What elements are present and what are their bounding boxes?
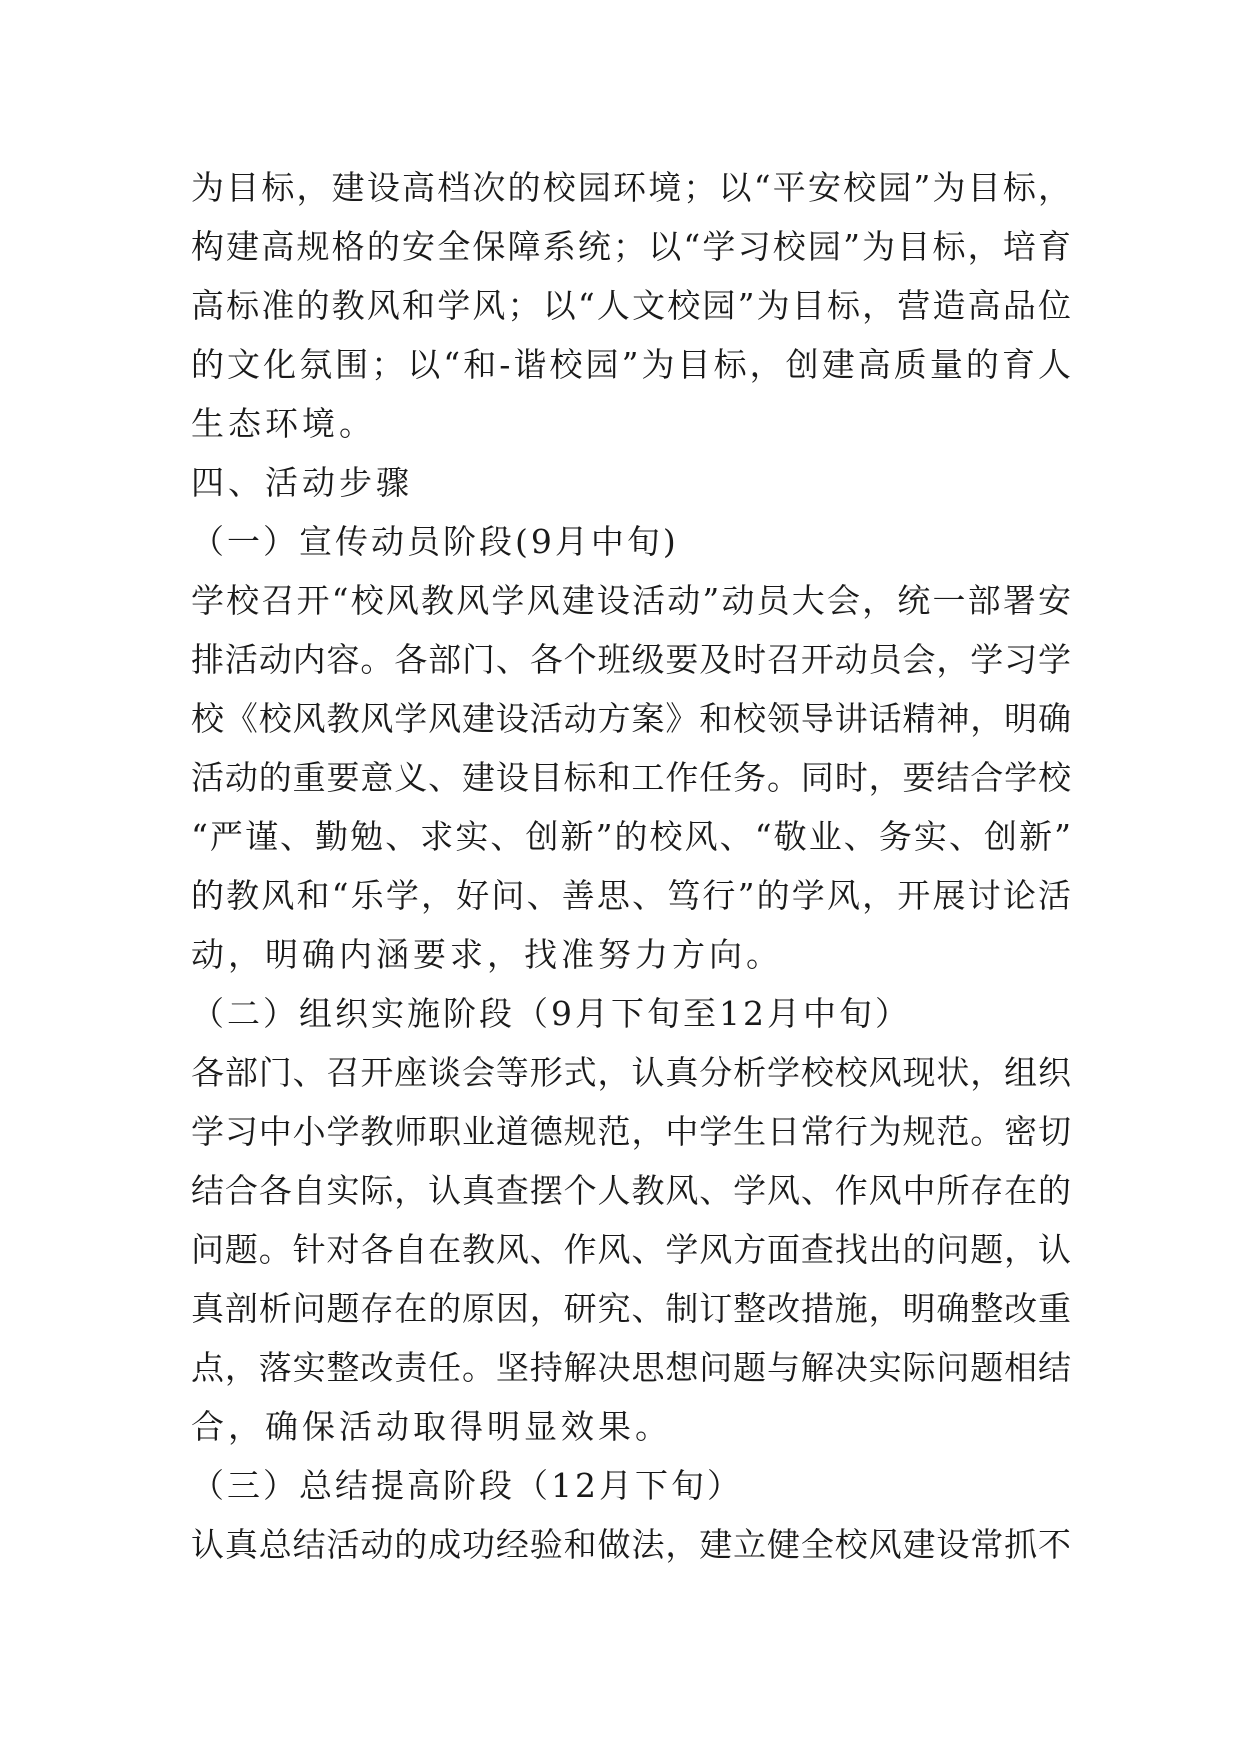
paragraph-line: 学习中小学教师职业道德规范，中学生日常行为规范。密切 [191, 1112, 1071, 1151]
paragraph-line: 动，明确内涵要求，找准努力方向。 [191, 935, 783, 974]
paragraph-line: 的文化氛围；以“和-谐校园”为目标，创建高质量的育人 [191, 345, 1071, 384]
subsection-heading: （一）宣传动员阶段(9月中旬) [191, 522, 679, 561]
paragraph-line: 活动的重要意义、建设目标和工作任务。同时，要结合学校 [191, 758, 1071, 797]
paragraph-line: 的教风和“乐学，好问、善思、笃行”的学风，开展讨论活 [191, 876, 1071, 915]
paragraph-line: 高标准的教风和学风；以“人文校园”为目标，营造高品位 [191, 286, 1071, 325]
subsection-heading: （三）总结提高阶段（12月下旬） [191, 1466, 743, 1505]
paragraph-line: 各部门、召开座谈会等形式，认真分析学校校风现状，组织 [191, 1053, 1071, 1092]
paragraph-line: 生态环境。 [191, 404, 376, 443]
paragraph-line: “严谨、勤勉、求实、创新”的校风、“敬业、务实、创新” [191, 817, 1071, 856]
paragraph-line: 为目标，建设高档次的校园环境；以“平安校园”为目标， [191, 168, 1071, 207]
paragraph-line: 点，落实整改责任。坚持解决思想问题与解决实际问题相结 [191, 1348, 1071, 1387]
paragraph-line: 认真总结活动的成功经验和做法，建立健全校风建设常抓不 [191, 1525, 1071, 1564]
paragraph-line: 校《校风教风学风建设活动方案》和校领导讲话精神，明确 [191, 699, 1071, 738]
paragraph-line: 真剖析问题存在的原因，研究、制订整改措施，明确整改重 [191, 1289, 1071, 1328]
paragraph-line: 排活动内容。各部门、各个班级要及时召开动员会，学习学 [191, 640, 1071, 679]
section-heading: 四、活动步骤 [191, 463, 413, 502]
paragraph-line: 构建高规格的安全保障系统；以“学习校园”为目标，培育 [191, 227, 1071, 266]
subsection-heading: （二）组织实施阶段（9月下旬至12月中旬） [191, 994, 911, 1033]
paragraph-line: 合，确保活动取得明显效果。 [191, 1407, 672, 1446]
document-body [191, 158, 1071, 1574]
paragraph-line: 问题。针对各自在教风、作风、学风方面查找出的问题，认 [191, 1230, 1071, 1269]
paragraph-line: 学校召开“校风教风学风建设活动”动员大会，统一部署安 [191, 581, 1071, 620]
paragraph-line: 结合各自实际，认真查摆个人教风、学风、作风中所存在的 [191, 1171, 1071, 1210]
